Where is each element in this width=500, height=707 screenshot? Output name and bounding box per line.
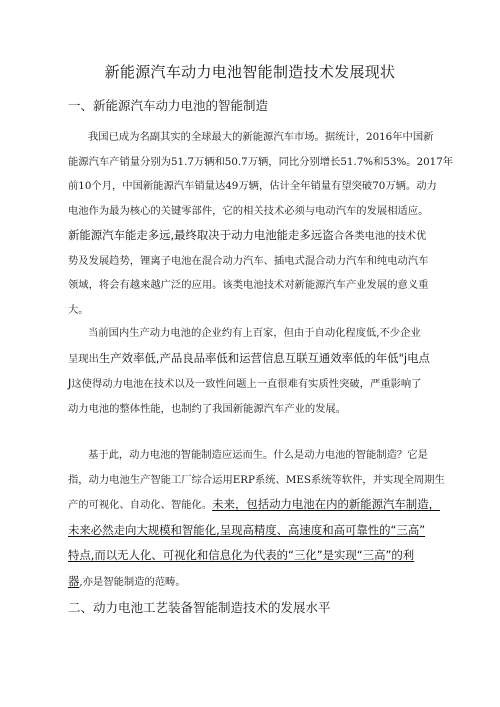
- paragraph-3-line-5: [68, 543, 463, 569]
- paragraph-3-line-2: 指，动力电池生产智能工厂综合运用ERP系统、MES系统等软件，并实现全周期生: [68, 473, 445, 486]
- paragraph-3-line-4: [68, 518, 463, 544]
- line-text: ,亦是智能制造的范畴。: [79, 575, 186, 588]
- line-text: 呈现出: [68, 352, 99, 365]
- section-heading-1: 一、新能源汽车动力电池的智能制造: [68, 98, 269, 113]
- paragraph-3-line-1: 基于此，动力电池的智能制造应运而生。什么是动力电池的智能制造？它是: [88, 449, 428, 461]
- underlined-phrase: 特点,而以无人化、可视化和信息化为代表的“三化”是实现“三高”的利: [68, 548, 415, 562]
- highlight-phrase: 生产效率低,产品良品率低和运营信息互联互通效率低的年低"j电点: [98, 350, 430, 365]
- paragraph-1-line-5: [68, 223, 463, 249]
- paragraph-3-line-6: [68, 569, 463, 595]
- paragraph-3-line-3: [68, 492, 463, 518]
- paragraph-1-line-1: 我国已成为名副其实的全球最大的新能源汽车市场。据统计，2016年中国新: [88, 131, 434, 143]
- underlined-phrase: 器: [68, 573, 80, 588]
- highlight-phrase: J: [68, 376, 72, 390]
- paragraph-1-line-8: 大。: [68, 303, 89, 316]
- paragraph-1-line-4: 电池作为最为核心的关键零部件，它的相关技术必须与电动汽车的发展相适应。: [68, 204, 429, 217]
- document-title: 新能源汽车动力电池智能制造技术发展现状: [104, 63, 396, 81]
- paragraph-1: [68, 125, 463, 322]
- section-heading-2: 二、动力电池工艺装备智能制造技术的发展水平: [68, 600, 331, 615]
- underlined-phrase: 未来，包括动力电池在内的新能源汽车制造，: [212, 497, 440, 511]
- paragraph-2-line-2: [68, 346, 463, 372]
- paragraph-1-line-7: 领域，将会有越来越广泛的应用。该类电池技术对新能源汽车产业发展的意义重: [68, 279, 429, 291]
- highlight-phrase: 新能源汽车能走多远,最终取决于动力电池能走多远盗: [68, 228, 334, 242]
- paragraph-3: [68, 443, 463, 594]
- paragraph-2-line-4: 动力电池的整体性能，也制约了我国新能源汽车产业的发展。: [68, 402, 347, 415]
- paragraph-2: [68, 321, 463, 421]
- line-text: 这使得动力电池在技术以及一致性问题上一直很难有实质性突破，严重影响了: [71, 378, 422, 390]
- line-text: 产的可视化、自动化、智能化。: [68, 499, 213, 511]
- paragraph-1-line-6: 势及发展趋势，锂离子电池在混合动力汽车、插电式混合动力汽车和纯电动汽车: [68, 254, 429, 267]
- line-text: 合各类电池的技术优: [333, 230, 427, 242]
- paragraph-2-line-3: [68, 371, 463, 397]
- paragraph-1-line-2: 能源汽车产销量分别为51.7万辆和50.7万辆，同比分别增长51.7%和53%。2017年: [68, 155, 454, 168]
- paragraph-2-line-1: 当前国内生产动力电池的企业约有上百家，但由于自动化程度低,不少企业: [88, 327, 421, 339]
- underlined-phrase: 未来必然走向大规模和智能化,呈现高精度、高速度和高可靠性的“三高”: [68, 522, 426, 537]
- paragraph-1-line-3: 前10个月，中国新能源汽车销量达49万辆，估计全年销量有望突破70万辆。动力: [68, 180, 437, 192]
